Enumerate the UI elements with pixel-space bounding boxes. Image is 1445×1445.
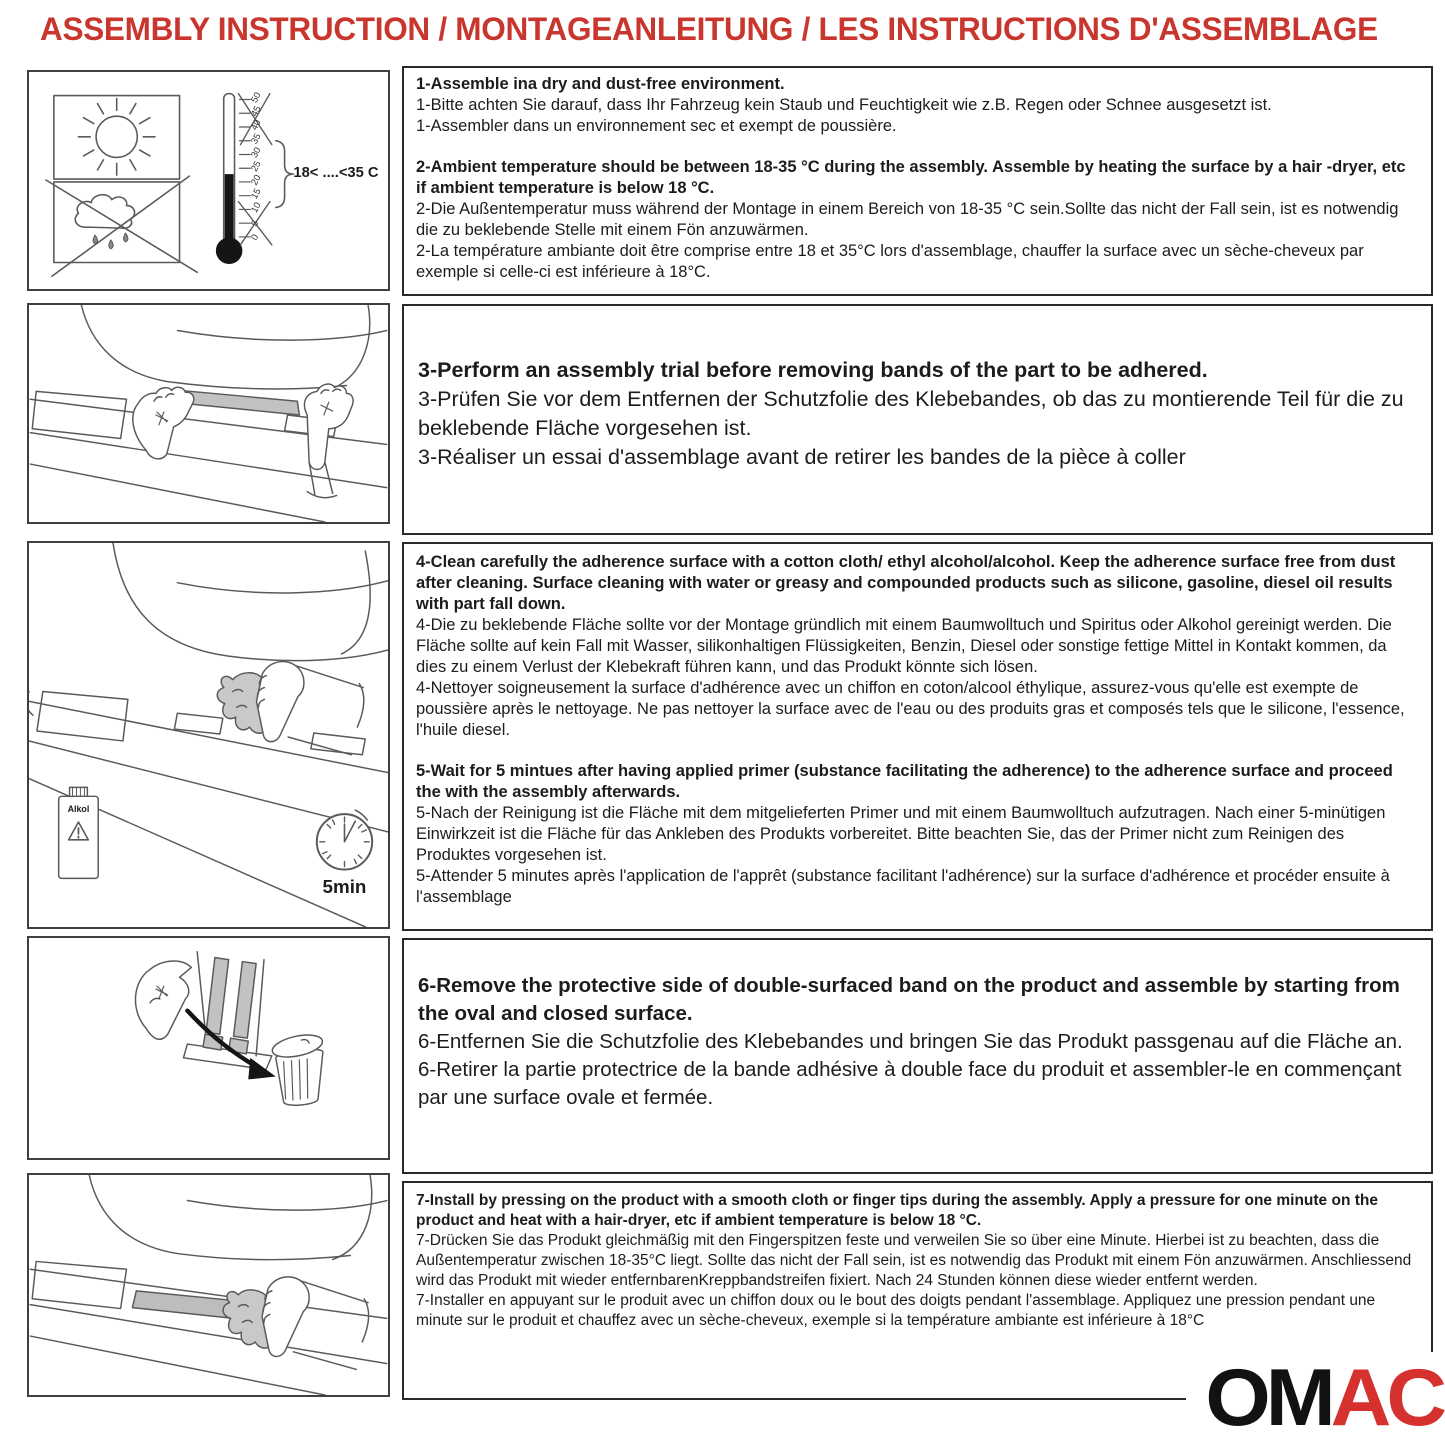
arrow-head bbox=[248, 1058, 276, 1080]
illustration-assembly-trial bbox=[27, 303, 390, 524]
omac-wordmark bbox=[1205, 1351, 1442, 1443]
trash-can-icon bbox=[270, 1031, 324, 1105]
paragraph-group bbox=[416, 157, 1419, 283]
svg-text:0: 0 bbox=[249, 232, 261, 242]
hand-icon bbox=[262, 1277, 369, 1370]
instruction-de: 2-Die Außentemperatur muss während der Montage in einem Bereich von 18-35 °C sein.Sollte das nicht der Fall sein, ist es notwendig die zu beklebende Stelle mit einem Fön anzuwärmen. bbox=[416, 200, 1399, 239]
illustration-environment-temperature bbox=[27, 70, 390, 291]
instruction-en: 4-Clean carefully the adherence surface with a cotton cloth/ ethyl alcohol/alcohol. Keep the adherence surface free from dust after cleaning. Surface cleaning with water or greasy and compounded products such as silicone, gasoline, diesel oil results with part fall down. bbox=[416, 553, 1396, 613]
instructions-step-3 bbox=[402, 304, 1433, 535]
product-backing-drawing bbox=[183, 952, 271, 1070]
svg-text:50: 50 bbox=[249, 90, 263, 105]
illustration-press-install bbox=[27, 1173, 390, 1397]
illustration-remove-band bbox=[27, 936, 390, 1160]
instructions-step-4-5 bbox=[402, 542, 1433, 931]
temperature-illustration bbox=[29, 72, 388, 289]
left-hand-icon bbox=[133, 387, 194, 459]
clock-label: 5min bbox=[322, 876, 367, 898]
svg-text:40: 40 bbox=[249, 118, 263, 132]
hand-icon bbox=[135, 961, 191, 1039]
temperature-range-label: 18< ....<35 C bbox=[293, 165, 379, 182]
illustration-clean-surface bbox=[27, 541, 390, 929]
instruction-fr: 6-Retirer la partie protectrice de la bande adhésive à double face du produit et assembler-le en commençant par une surface ovale et fermée. bbox=[418, 1058, 1402, 1109]
omac-logo bbox=[1186, 1352, 1442, 1442]
sun-icon bbox=[78, 99, 155, 176]
instruction-fr: 1-Assembler dans un environnement sec et exempt de poussière. bbox=[416, 117, 897, 135]
svg-text:35: 35 bbox=[249, 131, 263, 146]
instruction-de: 6-Entfernen Sie die Schutzfolie des Klebebandes und bringen Sie das Produkt passgenau auf die Fläche an. bbox=[418, 1030, 1403, 1053]
instruction-fr: 2-La température ambiante doit être comprise entre 18 et 35°C lors d'assemblage, chauffer la surface avec un sèche-cheveux par exemple si celle-ci est inférieure à 18°C. bbox=[416, 242, 1364, 281]
svg-text:5: 5 bbox=[249, 218, 261, 229]
logo-text-red: AC bbox=[1330, 1351, 1442, 1443]
instruction-de: 4-Die zu beklebende Fläche sollte vor der Montage gründlich mit einem Baumwolltuch und Spiritus oder Alkohol gereinigt werden. Die Fläche sollte auf kein Fall mit Wasser, silikonhaltigen Flüssigkeiten, Benzin, Diesel oder sonstige fettige Mittel in Kontakt kommen, da dies zu einem Verlust der Klebekraft führen kann, und das Produkt könnte sich lösen. bbox=[416, 616, 1392, 676]
hand-icon bbox=[256, 662, 363, 755]
paragraph-group bbox=[418, 972, 1417, 1112]
alcohol-bottle-icon bbox=[59, 787, 99, 878]
instruction-de: 7-Drücken Sie das Produkt gleichmäßig mit den Fingerspitzen feste und verweilen Sie so über eine Minute. Hierbei ist zu beachten, dass die Außentemperatur zwischen 18-35°C liegt. Sollte das nicht der Fall sein, ist es notwendig das Produkt mit einem Fön anzuwärmen. Anschliessend wird das Produkt mit wieder entfernbarenKreppbandstreifen fixiert. Nach 24 Stunden können diese wieder entfernt werden. bbox=[416, 1232, 1412, 1289]
instruction-fr: 5-Attender 5 minutes après l'application de l'apprêt (substance facilitant l'adhérence) sur la surface d'adhérence et procéder ensuite à l'assemblage bbox=[416, 867, 1390, 906]
instruction-en: 1-Assemble ina dry and dust-free environment. bbox=[416, 75, 785, 93]
instruction-fr: 7-Installer en appuyant sur le produit avec un chiffon doux ou le bout des doigts pendant l'assemblage. Appliquez une pression pendant une minute sur le produit et chauffez avec un sèche-cheveux, exemple si la température ambiante est inférieure à 18°C bbox=[416, 1292, 1376, 1329]
instruction-en: 5-Wait for 5 mintues after having applied primer (substance facilitating the adherence) to the adherence surface and proceed the with the assembly afterwards. bbox=[416, 762, 1393, 801]
peel-band-illustration bbox=[29, 938, 388, 1158]
instructions-step-1-2 bbox=[402, 66, 1433, 296]
cleaning-illustration bbox=[29, 543, 388, 927]
clock-icon bbox=[317, 810, 372, 869]
paragraph-group bbox=[418, 356, 1417, 472]
svg-text:45: 45 bbox=[249, 104, 263, 119]
logo-text-black: OM bbox=[1205, 1351, 1331, 1443]
instructions-step-6 bbox=[402, 938, 1433, 1174]
no-rain-icon bbox=[46, 176, 197, 276]
bottle-label: Alkol bbox=[67, 804, 90, 815]
instruction-fr: 4-Nettoyer soigneusement la surface d'adhérence avec un chiffon en coton/alcool éthylique, assurez-vous qu'elle est exempte de poussière après le nettoyage. Ne pas nettoyer la surface avec de l'eau ou des produits gras et composés tels que le silicone, l'essence, l'huile diesel. bbox=[416, 679, 1405, 739]
brace-glyph bbox=[276, 141, 294, 208]
svg-text:10: 10 bbox=[249, 200, 263, 215]
instruction-en: 3-Perform an assembly trial before removing bands of the part to be adhered. bbox=[418, 358, 1208, 382]
svg-text:20: 20 bbox=[249, 172, 263, 187]
instruction-en: 2-Ambient temperature should be between 18-35 °C during the assembly. Assemble by heating the surface by a hair -dryer, etc if ambient temperature is below 18 °C. bbox=[416, 158, 1406, 197]
paragraph-group bbox=[416, 761, 1419, 908]
car-door-sill-drawing bbox=[30, 1175, 387, 1395]
paragraph-group bbox=[416, 552, 1419, 741]
page-title: ASSEMBLY INSTRUCTION / MONTAGEANLEITUNG / LES INSTRUCTIONS D'ASSEMBLAGE bbox=[40, 11, 1378, 47]
svg-text:25: 25 bbox=[249, 159, 263, 174]
instruction-de: 3-Prüfen Sie vor dem Entfernen der Schutzfolie des Klebebandes, ob das zu montierende Teil für die zu beklebende Fläche vorgesehen ist. bbox=[418, 387, 1404, 440]
instruction-en: 6-Remove the protective side of double-surfaced band on the product and assemble by starting from the oval and closed surface. bbox=[418, 974, 1400, 1025]
instruction-en: 7-Install by pressing on the product with a smooth cloth or finger tips during the assembly. Apply a pressure for one minute on the product and heat with a hair-dryer, etc if ambient temperature is below 18 °C. bbox=[416, 1192, 1378, 1229]
instruction-fr: 3-Réaliser un essai d'assemblage avant de retirer les bandes de la pièce à coller bbox=[418, 445, 1186, 469]
instruction-de: 1-Bitte achten Sie darauf, dass Ihr Fahrzeug kein Staub und Feuchtigkeit wie z.B. Regen oder Schnee ausgesetzt ist. bbox=[416, 96, 1272, 114]
thermometer-scale bbox=[249, 91, 263, 242]
paragraph-group bbox=[416, 74, 1419, 137]
sill-trial-illustration bbox=[29, 305, 388, 522]
instruction-de: 5-Nach der Reinigung ist die Fläche mit dem mitgelieferten Primer und mit einem Baumwolltuch aufzutragen. Nach einer 5-minütigen Einwirkzeit ist die Fläche für das Ankleben des Produkts vorbereitet. Bitte beachten Sie, das der Primer nicht zum Reinigen des Produktes vorgesehen ist. bbox=[416, 804, 1386, 864]
svg-text:15: 15 bbox=[249, 186, 263, 201]
press-install-illustration bbox=[29, 1175, 388, 1395]
paragraph-group bbox=[416, 1191, 1419, 1331]
svg-text:30: 30 bbox=[249, 145, 263, 160]
